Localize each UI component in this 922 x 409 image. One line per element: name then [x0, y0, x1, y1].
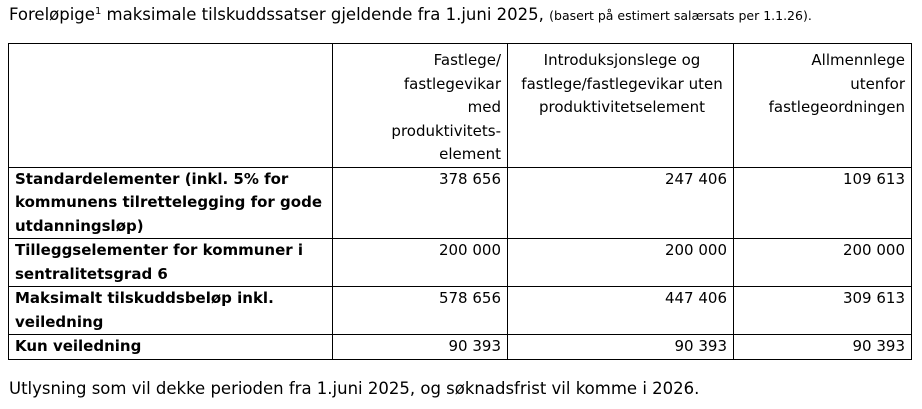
- table-row: [9, 335, 912, 360]
- table-cell: 447 406: [508, 287, 734, 335]
- heading-rest: maksimale tilskuddssatser gjeldende fra 1.juni 2025,: [101, 5, 544, 24]
- table-cell: 200 000: [508, 239, 734, 287]
- table-cell: 378 656: [333, 167, 508, 239]
- table-cell: 578 656: [333, 287, 508, 335]
- heading-main: Foreløpige: [9, 5, 95, 24]
- page-heading: [9, 4, 812, 27]
- row-label: Standardelementer (inkl. 5% for kommunens tilrettelegging for gode utdanningsløp): [9, 167, 333, 239]
- column-header-fastlege-text: Fastlege/ fastlegevikar med produktivitets-element: [391, 51, 501, 163]
- column-header-introduksjonslege-text: Introduksjonslege og fastlege/fastlegevikar uten produktivitetselement: [521, 51, 723, 116]
- column-header-allmennlege-text: Allmennlege utenfor fastlegeordningen: [768, 51, 905, 116]
- table-row: [9, 167, 912, 239]
- row-label: Tilleggselementer for kommuner i sentralitetsgrad 6: [9, 239, 333, 287]
- table-cell: 200 000: [333, 239, 508, 287]
- table-cell: 90 393: [734, 335, 912, 360]
- footnote-marker: 1: [94, 6, 102, 17]
- row-label: Kun veiledning: [9, 335, 333, 360]
- corner-cell: [9, 44, 333, 168]
- table-cell: 247 406: [508, 167, 734, 239]
- table-cell: 90 393: [508, 335, 734, 360]
- column-header-introduksjonslege: [508, 44, 734, 168]
- table-row: [9, 287, 912, 335]
- table-cell: 109 613: [734, 167, 912, 239]
- table-cell: 200 000: [734, 239, 912, 287]
- column-header-allmennlege: [734, 44, 912, 168]
- row-label: Maksimalt tilskuddsbeløp inkl. veiledning: [9, 287, 333, 335]
- table-header-row: [9, 44, 912, 168]
- table-cell: 309 613: [734, 287, 912, 335]
- subsidy-rates-table: [8, 43, 912, 360]
- footer-note: Utlysning som vil dekke perioden fra 1.juni 2025, og søknadsfrist vil komme i 2026.: [9, 379, 700, 398]
- column-header-fastlege: [333, 44, 508, 168]
- table-row: [9, 239, 912, 287]
- heading-note: (basert på estimert salærsats per 1.1.26).: [549, 8, 812, 23]
- table-cell: 90 393: [333, 335, 508, 360]
